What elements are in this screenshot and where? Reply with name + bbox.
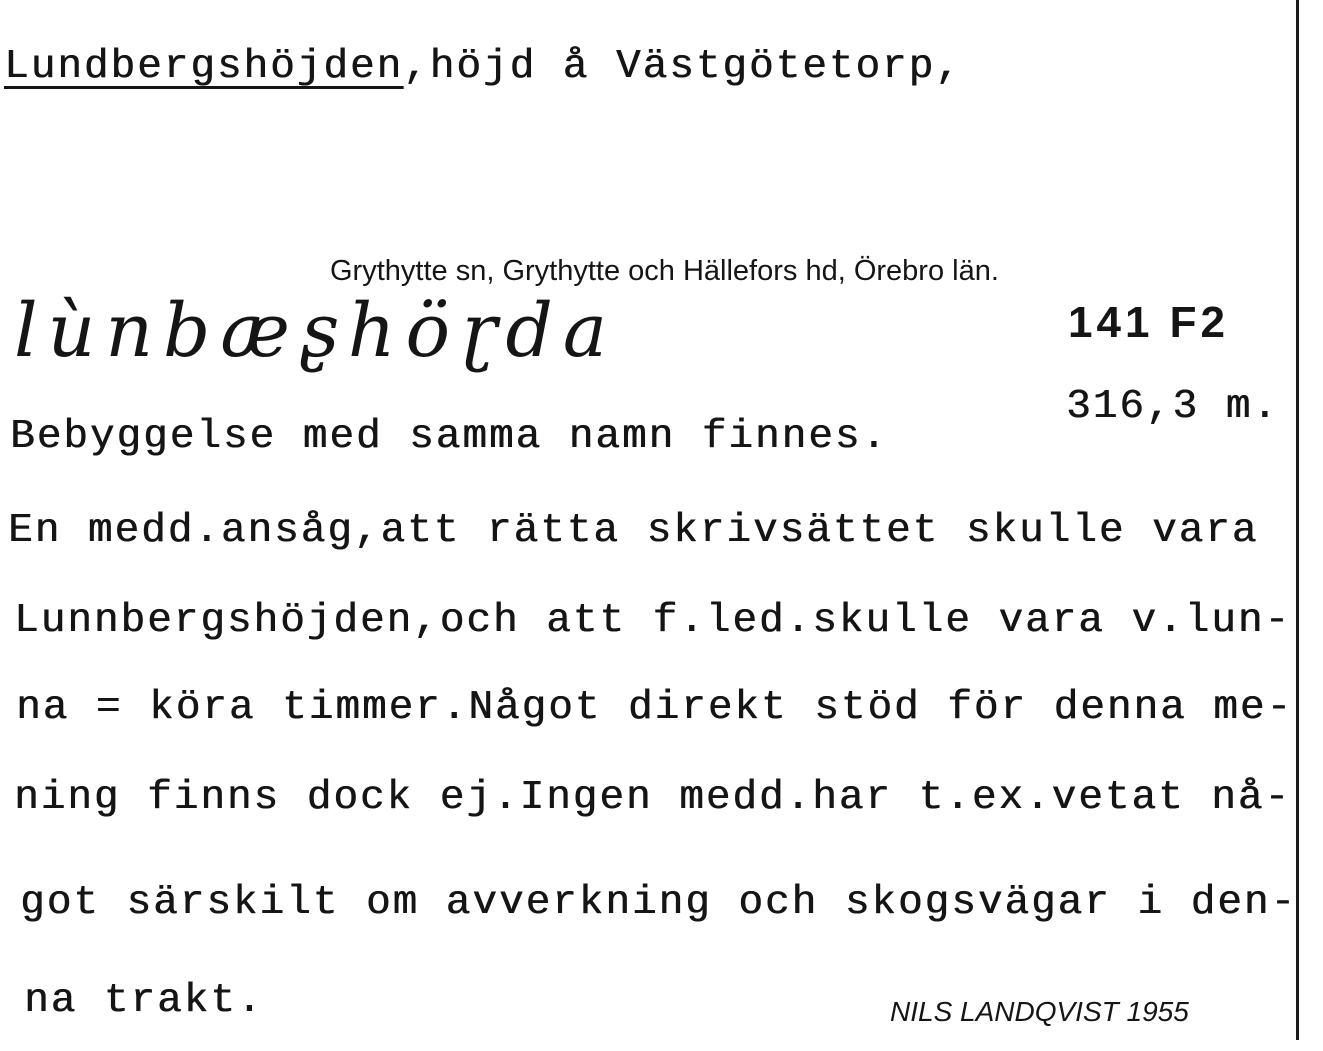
heading-name: Lundbergshöjden — [4, 44, 404, 90]
body-line: ning finns dock ej.Ingen medd.har t.ex.vetat nå- — [14, 775, 1291, 821]
map-reference: 141 F2 — [1068, 298, 1229, 347]
body-line: got särskilt om avverkning och skogsvägar i den- — [20, 880, 1297, 926]
heading-description: ,höjd å Västgötetorp, — [403, 44, 962, 90]
settlement-note: Bebyggelse med samma namn finnes. — [10, 414, 888, 460]
phonetic-transcription: lùnbæʂhöɽda — [14, 288, 617, 374]
body-line: na trakt. — [24, 978, 264, 1024]
card-heading — [4, 44, 962, 90]
body-line: Lunnbergshöjden,och att f.led.skulle vara v.lun- — [14, 598, 1291, 644]
body-line: na = köra timmer.Något direkt stöd för denna me- — [16, 685, 1293, 731]
body-line: En medd.ansåg,att rätta skrivsättet skulle vara — [8, 508, 1259, 554]
location-stamp: Grythytte sn, Grythytte och Hällefors hd, Örebro län. — [330, 255, 999, 287]
signature-stamp: NILS LANDQVIST 1955 — [890, 996, 1189, 1027]
altitude: 316,3 m. — [1066, 384, 1279, 430]
